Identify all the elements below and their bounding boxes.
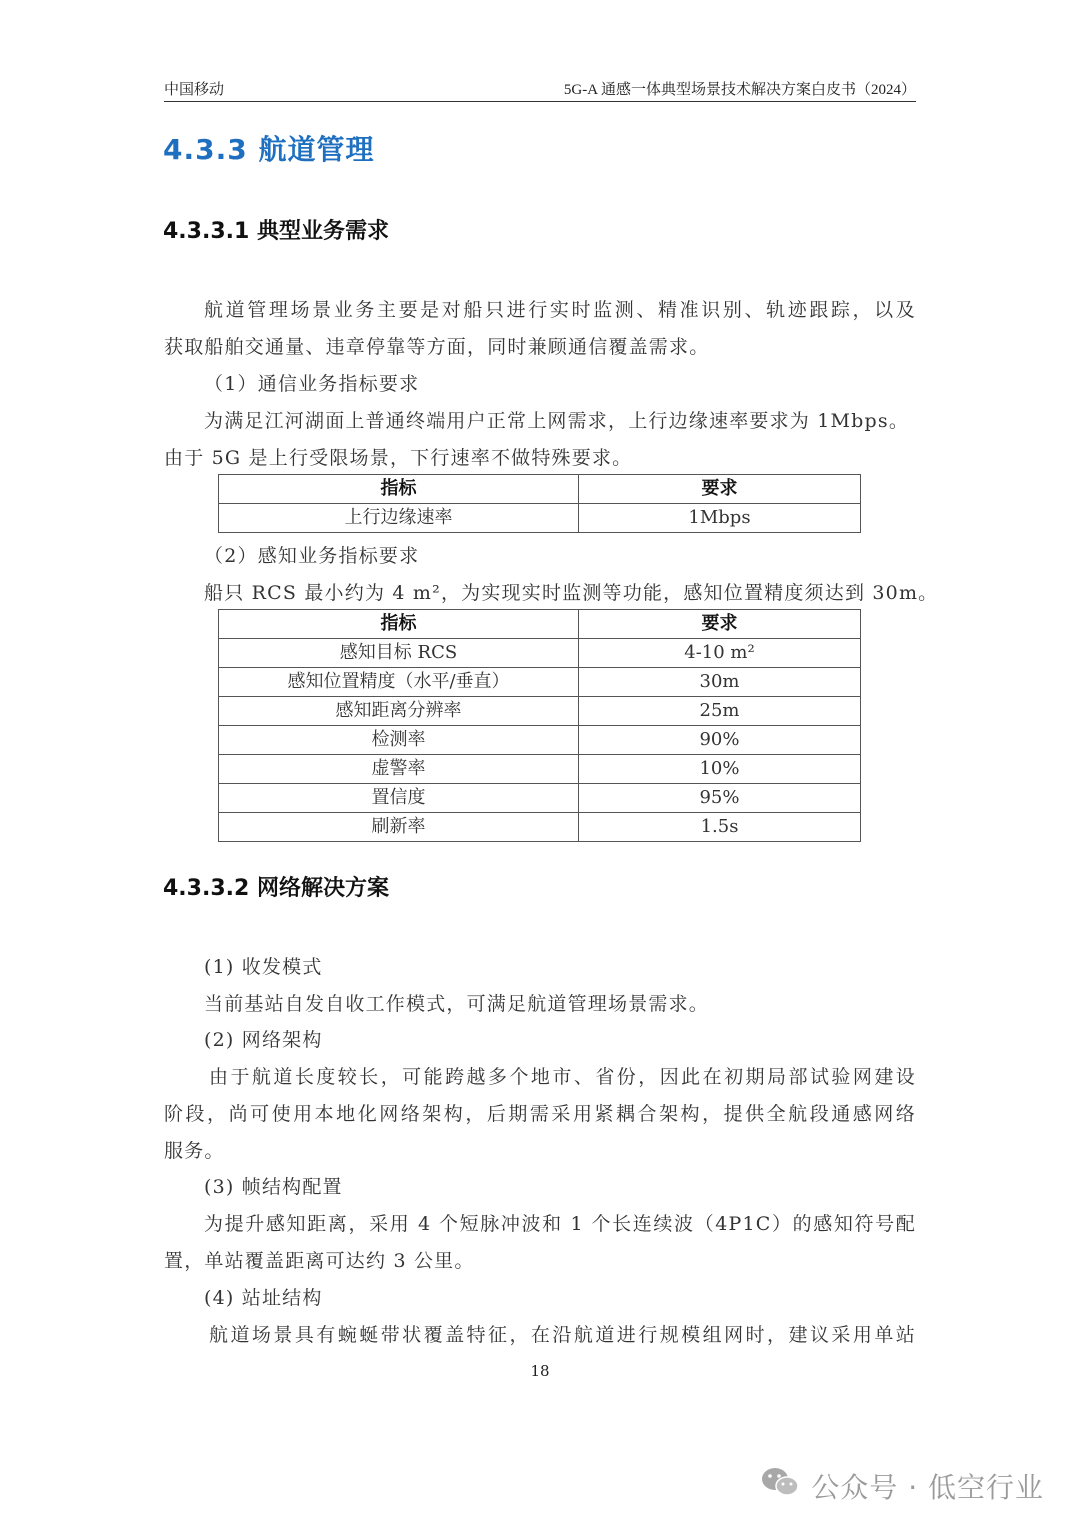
frame-heading: (3) 帧结构配置 [204, 1176, 343, 1198]
table-row [219, 504, 861, 533]
mode-line: 当前基站自发自收工作模式，可满足航道管理场景需求。 [204, 993, 710, 1015]
table-row [219, 755, 861, 784]
table-cell-metric: 虚警率 [219, 755, 579, 784]
table-cell-metric: 感知目标 RCS [219, 639, 579, 668]
page-number: 18 [530, 1362, 550, 1380]
table-header-row [219, 475, 861, 504]
table-cell-value: 25m [579, 697, 861, 726]
table-cell-value: 95% [579, 784, 861, 813]
intro-paragraph-line1: 航道管理场景业务主要是对船只进行实时监测、精准识别、轨迹跟踪，以及 [204, 299, 916, 321]
section-title: 4.3.3 航道管理 [163, 133, 375, 166]
table-cell-metric: 感知位置精度（水平/垂直） [219, 668, 579, 697]
site-line1: 航道场景具有蜿蜒带状覆盖特征，在沿航道进行规模组网时，建议采用单站 [209, 1324, 916, 1346]
table-row [219, 668, 861, 697]
table-header-cell-metric: 指标 [219, 475, 579, 504]
table-cell-value: 1.5s [579, 813, 861, 842]
frame-line1: 为提升感知距离，采用 4 个短脉冲波和 1 个长连续波（4P1C）的感知符号配 [204, 1213, 916, 1235]
table-header-cell-metric: 指标 [219, 610, 579, 639]
table-header-cell-requirement: 要求 [579, 475, 861, 504]
table-cell-metric: 感知距离分辨率 [219, 697, 579, 726]
table-cell-metric: 刷新率 [219, 813, 579, 842]
table-row [219, 813, 861, 842]
table-row [219, 784, 861, 813]
arch-line2: 阶段，尚可使用本地化网络架构，后期需采用紧耦合架构，提供全航段通感网络 [164, 1103, 916, 1125]
table-row [219, 639, 861, 668]
table-cell-value: 4-10 m² [579, 639, 861, 668]
arch-line3: 服务。 [164, 1140, 225, 1162]
sense-requirement-heading: （2）感知业务指标要求 [204, 545, 420, 567]
table-cell-value: 1Mbps [579, 504, 861, 533]
wechat-icon [760, 1466, 800, 1498]
table-cell-metric: 检测率 [219, 726, 579, 755]
table-cell-value: 10% [579, 755, 861, 784]
subsection-title-network-solution: 4.3.3.2 网络解决方案 [163, 876, 389, 901]
table-cell-value: 30m [579, 668, 861, 697]
table-row [219, 697, 861, 726]
table-header-cell-requirement: 要求 [579, 610, 861, 639]
table-header-row [219, 610, 861, 639]
comm-requirement-line1: 为满足江河湖面上普通终端用户正常上网需求，上行边缘速率要求为 1Mbps。 [204, 410, 910, 432]
table-cell-metric: 置信度 [219, 784, 579, 813]
header-org: 中国移动 [164, 82, 225, 98]
site-heading: (4) 站址结构 [204, 1287, 323, 1309]
table-cell-metric: 上行边缘速率 [219, 504, 579, 533]
subsection-title-requirements: 4.3.3.1 典型业务需求 [163, 219, 389, 244]
arch-heading: (2) 网络架构 [204, 1029, 323, 1051]
sense-requirement-table [218, 609, 861, 842]
comm-requirement-line2: 由于 5G 是上行受限场景，下行速率不做特殊要求。 [164, 447, 633, 469]
table-row [219, 726, 861, 755]
mode-heading: (1) 收发模式 [204, 956, 323, 978]
comm-requirement-table [218, 474, 861, 533]
sense-requirement-line: 船只 RCS 最小约为 4 m²，为实现实时监测等功能，感知位置精度须达到 30m。 [204, 582, 939, 604]
header-rule [164, 101, 916, 102]
frame-line2: 置，单站覆盖距离可达约 3 公里。 [164, 1250, 475, 1272]
intro-paragraph-line2: 获取船舶交通量、违章停靠等方面，同时兼顾通信覆盖需求。 [164, 336, 710, 358]
comm-requirement-heading: （1）通信业务指标要求 [204, 373, 420, 395]
header-doc-title: 5G-A 通感一体典型场景技术解决方案白皮书（2024） [563, 82, 916, 98]
table-cell-value: 90% [579, 726, 861, 755]
arch-line1: 由于航道长度较长，可能跨越多个地市、省份，因此在初期局部试验网建设 [209, 1066, 916, 1088]
watermark-text: 公众号 · 低空行业 [811, 1471, 1044, 1504]
